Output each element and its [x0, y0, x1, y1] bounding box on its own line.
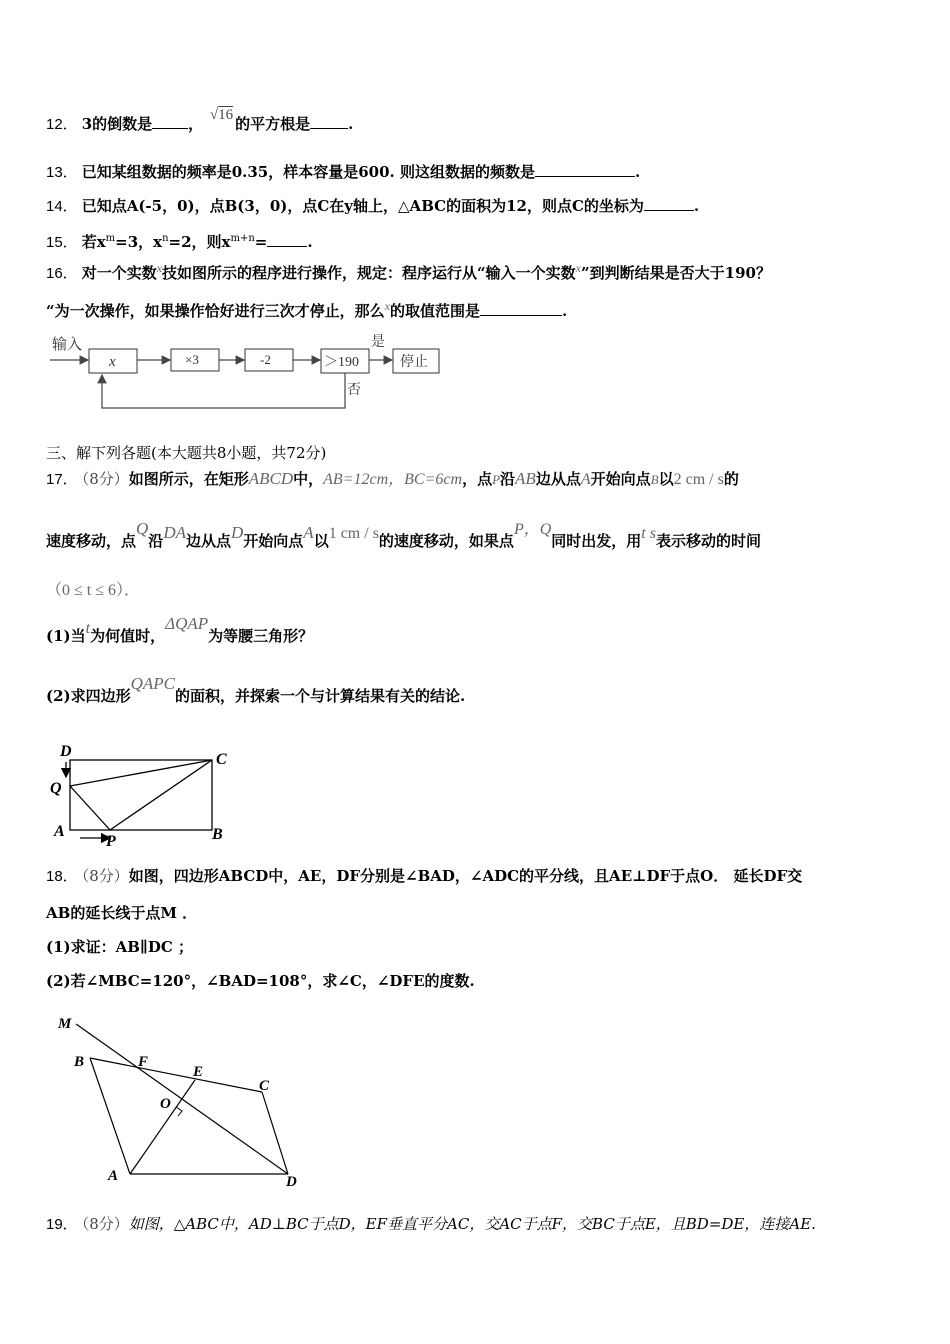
answer-blank	[310, 114, 348, 129]
point-M-label: M	[58, 1016, 72, 1032]
point-D-label: D	[60, 743, 72, 760]
point-A-label: A	[108, 1168, 119, 1184]
point-F-label: F	[138, 1054, 149, 1070]
question-18-part2: (2)若∠MBC=120°，∠BAD=108°，求∠C，∠DFE的度数.	[46, 972, 475, 990]
question-number: 13．	[46, 164, 78, 181]
question-number: 16．	[46, 265, 78, 282]
point-O-label: O	[160, 1096, 171, 1112]
flow-no-label: 否	[347, 383, 361, 398]
question-17-part2: (2)求四边形QAPC的面积，并探索一个与计算结果有关的结论.	[46, 674, 466, 705]
point-C-label: C	[216, 751, 227, 768]
point-B-label: B	[212, 826, 223, 843]
question-18-line2: AB的延长线于点M ．	[46, 904, 198, 922]
svg-text:-2: -2	[260, 352, 271, 367]
question-13: 13． 已知某组数据的频率是0.35，样本容量是600. 则这组数据的频数是 .	[46, 163, 641, 181]
question-number: 17．	[46, 471, 78, 488]
question-number: 14．	[46, 198, 78, 215]
svg-text:×3: ×3	[185, 352, 199, 367]
answer-blank	[644, 196, 694, 211]
question-17-line2: 速度移动，点Q沿DA边从点D开始向点A以1 cm / s的速度移动，如果点P，Q同时出发，用t s表示移动的时间	[46, 519, 761, 550]
svg-text:x: x	[109, 354, 116, 370]
svg-text:停止: 停止	[400, 355, 428, 370]
question-number: 19．	[46, 1216, 78, 1233]
svg-text:＞190: ＞190	[324, 355, 359, 370]
answer-blank	[535, 162, 635, 177]
point-P-label: P	[106, 833, 116, 850]
question-12: 12． 3的倒数是 ， √16 的平方根是 .	[46, 107, 354, 133]
q13-text: 已知某组数据的频率是0.35，样本容量是600. 则这组数据的频数是	[81, 163, 535, 181]
point-E-label: E	[193, 1064, 204, 1080]
flow-input-label: 输入	[52, 337, 83, 353]
question-14: 14． 已知点A(-5，0)，点B(3，0)，点C在y轴上，△ABC的面积为12，则点C的坐标为 .	[46, 197, 700, 215]
flowchart-figure	[46, 332, 446, 412]
answer-blank	[152, 114, 188, 129]
question-15: 15． 若$x^m=3$，$x^n=2$，则$x^{m+n}=$ .	[46, 233, 313, 251]
question-17-part1: (1)当t为何值时，ΔQAP为等腰三角形？	[46, 614, 314, 645]
question-19: 19． （8分）如图，△ABC中，AD⊥BC于点D，EF垂直平分AC，交AC于点F，交BC于点E，且BD=DE，连接AE.	[46, 1215, 816, 1233]
question-16-line2: “为一次操作，如果操作恰好进行三次才停止，那么$^x$的取值范围是 .	[46, 299, 568, 320]
question-18-part1: (1)求证：AB∥DC ；	[46, 938, 194, 956]
question-16-line1: 16． 对一个实数$^x$技如图所示的程序进行操作，规定：程序运行从“输入一个实数$^x$”到判断结果是否大于190？	[46, 261, 771, 282]
quadrilateral-figure	[50, 1010, 320, 1195]
point-D-label: D	[286, 1174, 297, 1190]
rectangle-figure	[46, 740, 246, 850]
q19-text: 如图，△ABC中，AD⊥BC于点D，EF垂直平分AC，交AC于点F，交BC于点E，且BD=DE，连接AE.	[128, 1215, 816, 1233]
answer-blank	[480, 301, 562, 316]
answer-blank	[267, 232, 307, 247]
question-number: 15．	[46, 234, 78, 251]
point-Q-label: Q	[50, 780, 62, 797]
question-number: 12．	[46, 116, 78, 133]
point-B-label: B	[74, 1054, 85, 1070]
sqrt-expression: √16	[209, 107, 234, 123]
flow-yes-label: 是	[371, 335, 385, 350]
point-A-label: A	[54, 823, 65, 840]
q12-part1: 3的倒数是	[81, 115, 153, 133]
section-3-heading: 三、解下列各题(本大题共8小题，共72分)	[46, 444, 327, 462]
question-17-range: （0 ≤ t ≤ 6）．	[46, 582, 141, 599]
q14-text: 已知点A(-5，0)，点B(3，0)，点C在y轴上，△ABC的面积为12，则点C的坐标为	[81, 197, 644, 215]
question-18-line1: 18． （8分）如图，四边形ABCD中，AE，DF分别是∠BAD，∠ADC的平分线，且AE⊥DF于点O． 延长DF交	[46, 867, 803, 885]
question-17-line1: 17． （8分）如图所示，在矩形ABCD中，AB=12cm，BC=6cm，点P沿AB边从点A开始向点B以2 cm / s的	[46, 469, 739, 488]
q12-part2: 的平方根是	[235, 115, 311, 133]
point-C-label: C	[259, 1078, 270, 1094]
question-number: 18．	[46, 868, 78, 885]
